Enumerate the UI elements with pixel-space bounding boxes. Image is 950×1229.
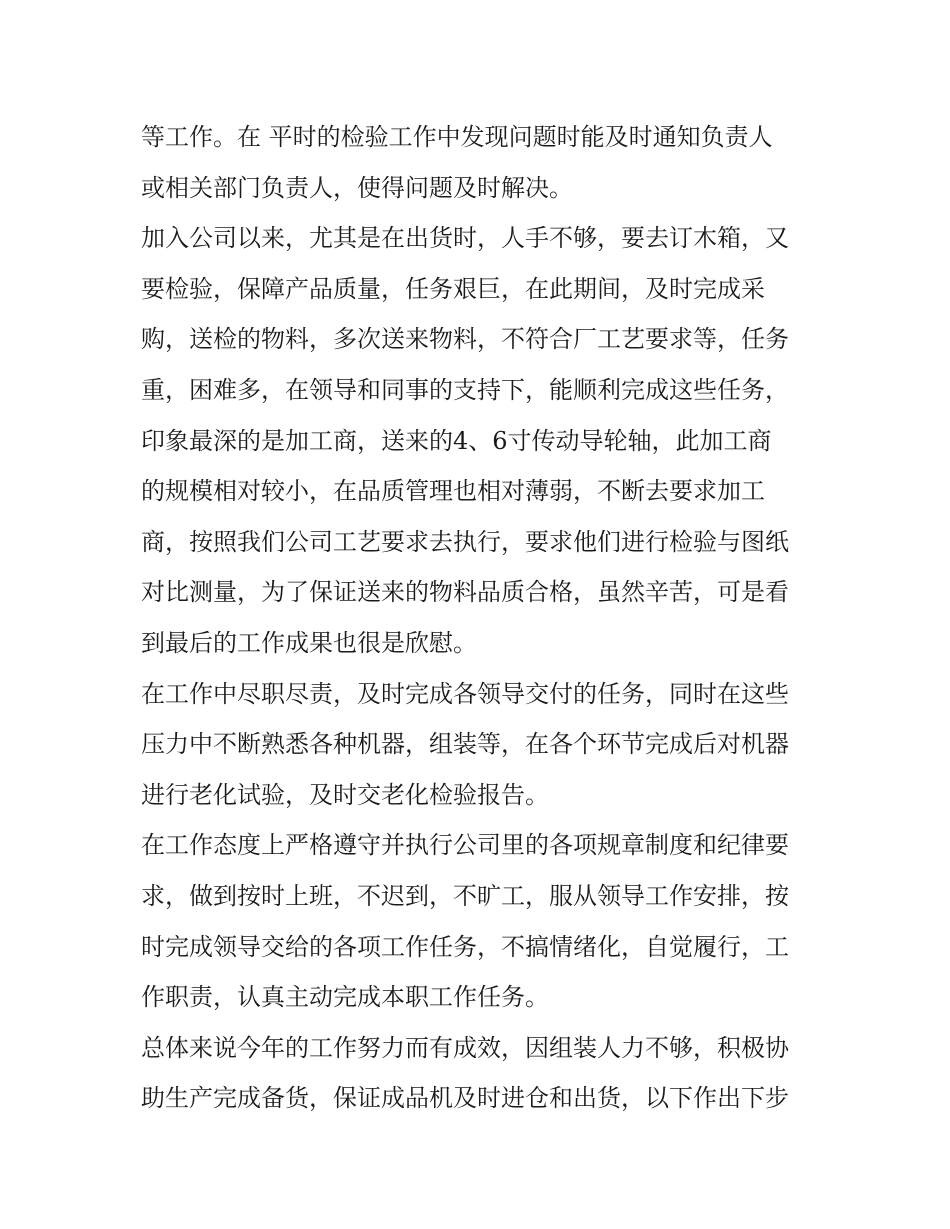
text-line: 重，困难多，在领导和同事的支持下，能顺利完成这些任务， bbox=[141, 375, 789, 404]
text-line: 进行老化试验，及时交老化检验报告。 bbox=[141, 780, 549, 809]
text-line: 总体来说今年的工作努力而有成效，因组装人力不够，积极协 bbox=[141, 1033, 789, 1062]
text-line: 作职责，认真主动完成本职工作任务。 bbox=[141, 983, 549, 1012]
text-line: 在工作中尽职尽责，及时完成各领导交付的任务，同时在这些 bbox=[141, 679, 789, 708]
text-line: 对比测量，为了保证送来的物料品质合格，虽然辛苦，可是看 bbox=[141, 578, 789, 607]
body-text bbox=[141, 112, 813, 1124]
text-line: 印象最深的是加工商，送来的4、6寸传动导轮轴，此加工商 bbox=[141, 426, 772, 455]
text-line: 等工作。在 平时的检验工作中发现问题时能及时通知负责人 bbox=[141, 123, 773, 151]
text-line: 压力中不断熟悉各种机器，组装等，在各个环节完成后对机器 bbox=[141, 730, 789, 759]
text-line: 时完成领导交给的各项工作任务，不搞情绪化，自觉履行，工 bbox=[141, 932, 789, 961]
text-line: 或相关部门负责人，使得问题及时解决。 bbox=[141, 173, 573, 202]
text-line: 求，做到按时上班，不迟到，不旷工，服从领导工作安排，按 bbox=[141, 881, 789, 910]
text-line: 的规模相对较小，在品质管理也相对薄弱，不断去要求加工 bbox=[141, 477, 765, 506]
text-line: 助生产完成备货，保证成品机及时进仓和出货，以下作出下步 bbox=[141, 1084, 789, 1113]
text-line: 在工作态度上严格遵守并执行公司里的各项规章制度和纪律要 bbox=[141, 831, 789, 860]
text-line: 到最后的工作成果也很是欣慰。 bbox=[141, 628, 477, 657]
text-line: 加入公司以来，尤其是在出货时，人手不够，要去订木箱，又 bbox=[141, 224, 789, 253]
text-line: 商，按照我们公司工艺要求去执行，要求他们进行检验与图纸 bbox=[141, 527, 789, 556]
text-line: 购，送检的物料，多次送来物料，不符合厂工艺要求等，任务 bbox=[141, 325, 789, 354]
text-line: 要检验，保障产品质量，任务艰巨，在此期间，及时完成采 bbox=[141, 274, 765, 303]
